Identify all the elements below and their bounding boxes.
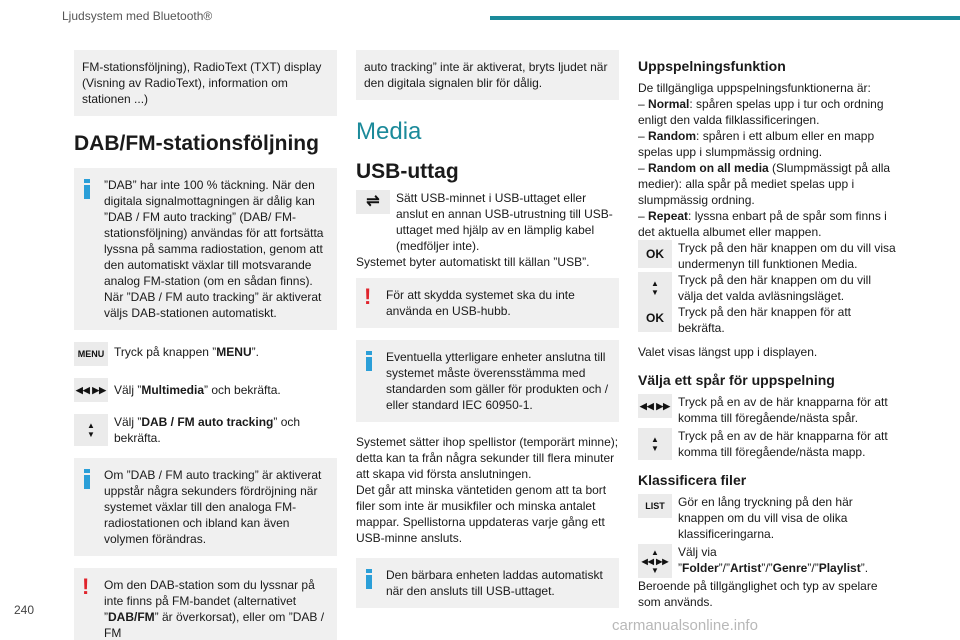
usb-icon: ⇌: [356, 190, 390, 214]
waiting-time-paragraph: Det går att minska väntetiden genom att ta bort filer som inte är musikfiler och minska antalet mappar. Spellistorna uppdateras varje gång ett USB-minne ansluts.: [356, 483, 607, 545]
selection-shown-text: Valet visas längst upp i displayen.: [638, 345, 818, 359]
charging-note-box: [356, 558, 619, 608]
classify-heading: Klassificera filer: [638, 472, 747, 488]
four-way-arrows-icon: ▲ ◀◀ ▶▶ ▼: [638, 544, 672, 578]
lr-track-text: Tryck på en av de här knapparna för att komma till föregående/nästa spår.: [678, 395, 888, 425]
lr-track-row: [638, 394, 898, 426]
step-menu: [74, 342, 337, 366]
warning-box: [74, 568, 337, 640]
info-note-text: ”DAB” har inte 100 % täckning. När den digitala signalmottagningen är dålig kan ”DAB / FM auto tracking” (DAB/ FM-stationsföljning) användas för att fortsätta lyssna på samma radiostation, genom att den automatiskt växlar till motsvarande analog FM-station (om en sådan finns). När ”DAB / FM auto tracking” är aktiverat väljs DAB-stationen automatiskt.: [104, 178, 324, 320]
mode-repeat: – Repeat: lyssna enbart på de spår som finns i det aktuella albumet eller mappen.: [638, 209, 887, 239]
warning-icon: !: [364, 284, 372, 309]
usb-instruction: [356, 190, 619, 254]
info-icon: [84, 179, 90, 199]
select-track-heading: Välja ett spår för uppspelning: [638, 372, 835, 388]
mode-random-all: – Random on all media (Slumpmässigt på alla medier): alla spår på mediet spelas upp i slumpmässig ordning.: [638, 161, 891, 207]
ud-folder-text: Tryck på en av de här knapparna för att komma till föregående/nästa mapp.: [678, 429, 888, 459]
charging-note-text: Den bärbara enheten laddas automatiskt när den ansluts till USB-uttaget.: [386, 568, 603, 598]
left-right-arrows-icon: ◀◀ ▶▶: [74, 378, 108, 402]
step-dab-fm: [74, 414, 337, 446]
ud-folder-row: [638, 428, 898, 460]
mode-random: – Random: spåren i ett album eller en mapp spelas upp i slumpmässig ordning.: [638, 129, 875, 159]
usb-heading: USB-uttag: [356, 160, 459, 183]
availability-text: Beroende på tillgänglighet och typ av spelare som används.: [638, 579, 878, 609]
step-multimedia: [74, 378, 337, 402]
header-accent-bar: [490, 16, 960, 20]
list-row: [638, 494, 898, 542]
usb-hub-warning-text: För att skydda systemet ska du inte använda en USB-hubb.: [386, 288, 575, 318]
column-2: [356, 50, 619, 608]
menu-button-icon: MENU: [74, 342, 108, 366]
ok-button-icon: OK: [638, 240, 672, 268]
ok-button-icon: OK: [638, 304, 672, 332]
info-icon: [84, 469, 90, 489]
mode-normal: – Normal: spåren spelas upp i tur och ordning enligt den valda filklassificeringen.: [638, 97, 884, 127]
usb-instruction-text: Sätt USB-minnet i USB-uttaget eller anslut en annan USB-utrustning till USB-uttaget med hjälp av en lämplig kabel (medföljer inte).: [396, 191, 613, 253]
info-note-delay-text: Om ”DAB / FM auto tracking” är aktiverat uppstår några sekunders fördröjning när systemet växlar till den analoga FM-radiostationen och ibland kan även volymen förändras.: [104, 468, 322, 546]
usb-hub-warning-box: [356, 278, 619, 328]
standard-note-box: [356, 340, 619, 422]
continued-warning-box: auto tracking” inte är aktiverat, bryts ljudet när den digitala signalen blir för dålig.: [356, 50, 619, 100]
running-header: Ljudsystem med Bluetooth®: [62, 9, 213, 23]
info-icon: [366, 569, 372, 589]
warning-icon: !: [82, 574, 90, 599]
section-heading-dab-fm: DAB/FM-stationsföljning: [74, 132, 319, 155]
step-multimedia-text: Välj ”Multimedia” och bekräfta.: [114, 383, 281, 397]
playback-intro: De tillgängliga uppspelningsfunktionerna är:: [638, 81, 871, 95]
warning-text: Om den DAB-station som du lyssnar på inte finns på FM-bandet (alternativet ”DAB/FM” är överkorsat), eller om ”DAB / FM: [104, 578, 325, 640]
column-1: [74, 50, 337, 640]
watermark: carmanualsonline.info: [612, 617, 758, 634]
usb-auto-switch-text: Systemet byter automatiskt till källan ”USB”.: [356, 255, 590, 269]
ok-submenu-row: [638, 240, 898, 272]
info-note-box: [74, 168, 337, 330]
up-down-arrows-icon: ▲ ▼: [74, 414, 108, 446]
ok-submenu-text: Tryck på den här knappen om du vill visa undermenyn till funktionen Media.: [678, 241, 896, 271]
ok-confirm-row: [638, 304, 898, 336]
ok-confirm-text: Tryck på den här knappen för att bekräfta.: [678, 305, 851, 335]
playlist-paragraph: Systemet sätter ihop spellistor (temporärt minne); detta kan ta från några sekunder till flera minuter att skapa vid första anslutningen.: [356, 435, 619, 481]
updown-mode-row: [638, 272, 898, 304]
continued-text-box: FM-stationsföljning), RadioText (TXT) display (Visning av RadioText), information om stationen ...): [74, 50, 337, 116]
list-text: Gör en lång tryckning på den här knappen om du vill visa de olika klassificeringarna.: [678, 495, 853, 541]
list-button-icon: LIST: [638, 494, 672, 518]
page-number: 240: [14, 603, 35, 617]
media-heading: Media: [356, 118, 422, 145]
updown-mode-text: Tryck på den här knappen om du vill välja det valda avläsningsläget.: [678, 273, 871, 303]
playback-heading: Uppspelningsfunktion: [638, 58, 786, 74]
info-icon: [366, 351, 372, 371]
column-3: [638, 58, 898, 610]
info-note-box-delay: [74, 458, 337, 556]
standard-note-text: Eventuella ytterligare enheter anslutna till systemet måste överensstämma med standarden som gäller för produkten och / eller standard IEC 60950-1.: [386, 350, 609, 412]
step-dab-fm-text: Välj ”DAB / FM auto tracking” och bekräfta.: [114, 415, 301, 445]
left-right-arrows-icon: ◀◀ ▶▶: [638, 394, 672, 418]
up-down-arrows-icon: ▲ ▼: [638, 428, 672, 460]
step-menu-text: Tryck på knappen ”MENU”.: [114, 345, 259, 359]
up-down-arrows-icon: ▲ ▼: [638, 272, 672, 304]
choose-classification-text: Välj via ”Folder”/”Artist”/”Genre”/”Playlist”.: [678, 545, 869, 575]
choose-classification-row: [638, 544, 898, 578]
